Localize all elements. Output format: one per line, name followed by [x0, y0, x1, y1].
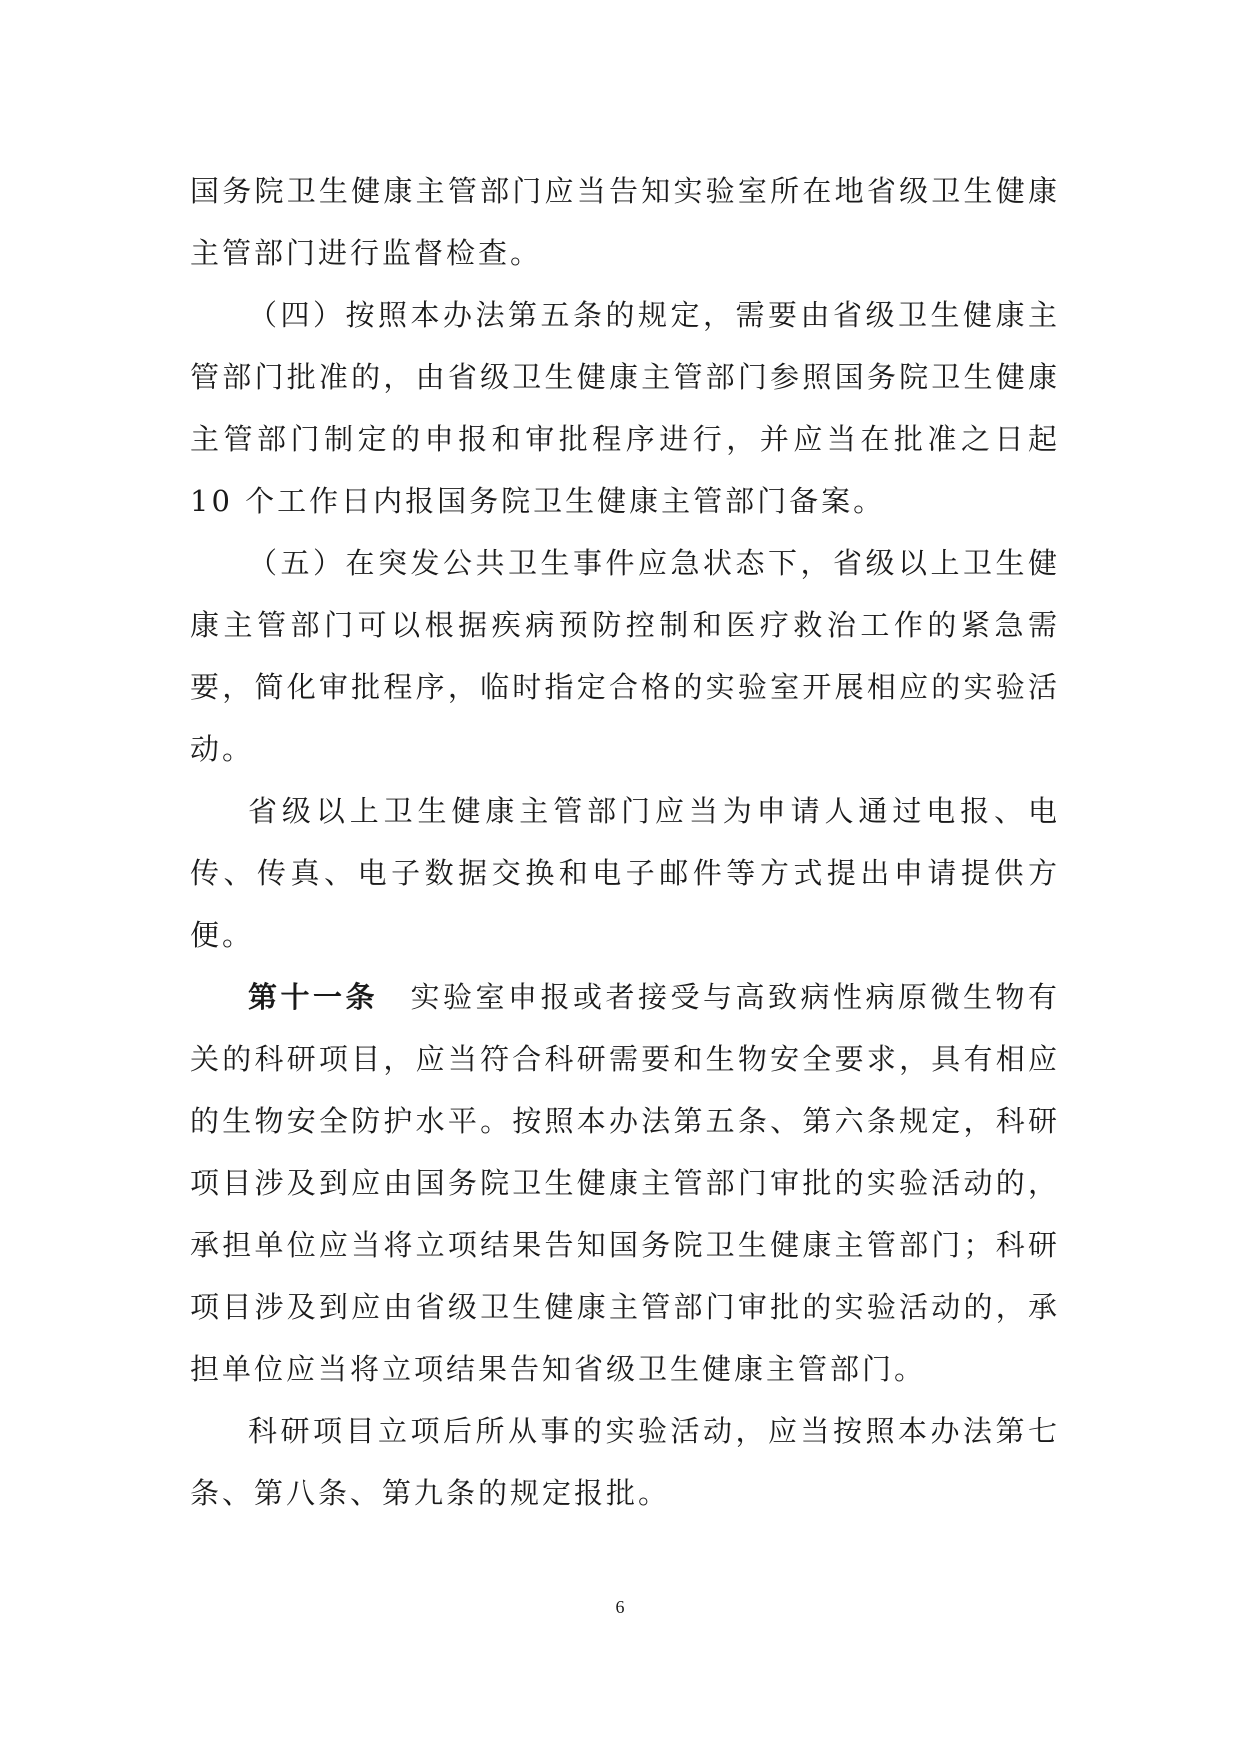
paragraph-continuation: 国务院卫生健康主管部门应当告知实验室所在地省级卫生健康主管部门进行监督检查。	[190, 174, 1060, 270]
page-number: 6	[615, 1597, 625, 1617]
paragraph-item-four: （四）按照本办法第五条的规定，需要由省级卫生健康主管部门批准的，由省级卫生健康主管部门参照国务院卫生健康主管部门制定的申报和审批程序进行，并应当在批准之日起 10 个工作日内报国务院卫生健康主管部门备案。	[190, 298, 1060, 518]
article-eleven-spacer	[378, 980, 411, 1014]
paragraph-application-convenience: 省级以上卫生健康主管部门应当为申请人通过电报、电传、传真、电子数据交换和电子邮件等方式提出申请提供方便。	[190, 794, 1060, 952]
document-body	[190, 160, 1060, 1524]
paragraph-item-five: （五）在突发公共卫生事件应急状态下，省级以上卫生健康主管部门可以根据疾病预防控制和医疗救治工作的紧急需要，简化审批程序，临时指定合格的实验室开展相应的实验活动。	[190, 546, 1060, 766]
paragraph-article-eleven	[190, 966, 1060, 1400]
article-eleven-heading: 第十一条	[248, 980, 378, 1014]
article-eleven-text: 实验室申报或者接受与高致病性病原微生物有关的科研项目，应当符合科研需要和生物安全要求，具有相应的生物安全防护水平。按照本办法第五条、第六条规定，科研项目涉及到应由国务院卫生健康主管部门审批的实验活动的，承担单位应当将立项结果告知国务院卫生健康主管部门；科研项目涉及到应由省级卫生健康主管部门审批的实验活动的，承担单位应当将立项结果告知省级卫生健康主管部门。	[190, 980, 1060, 1386]
paragraph-research-approval: 科研项目立项后所从事的实验活动，应当按照本办法第七条、第八条、第九条的规定报批。	[190, 1414, 1060, 1510]
